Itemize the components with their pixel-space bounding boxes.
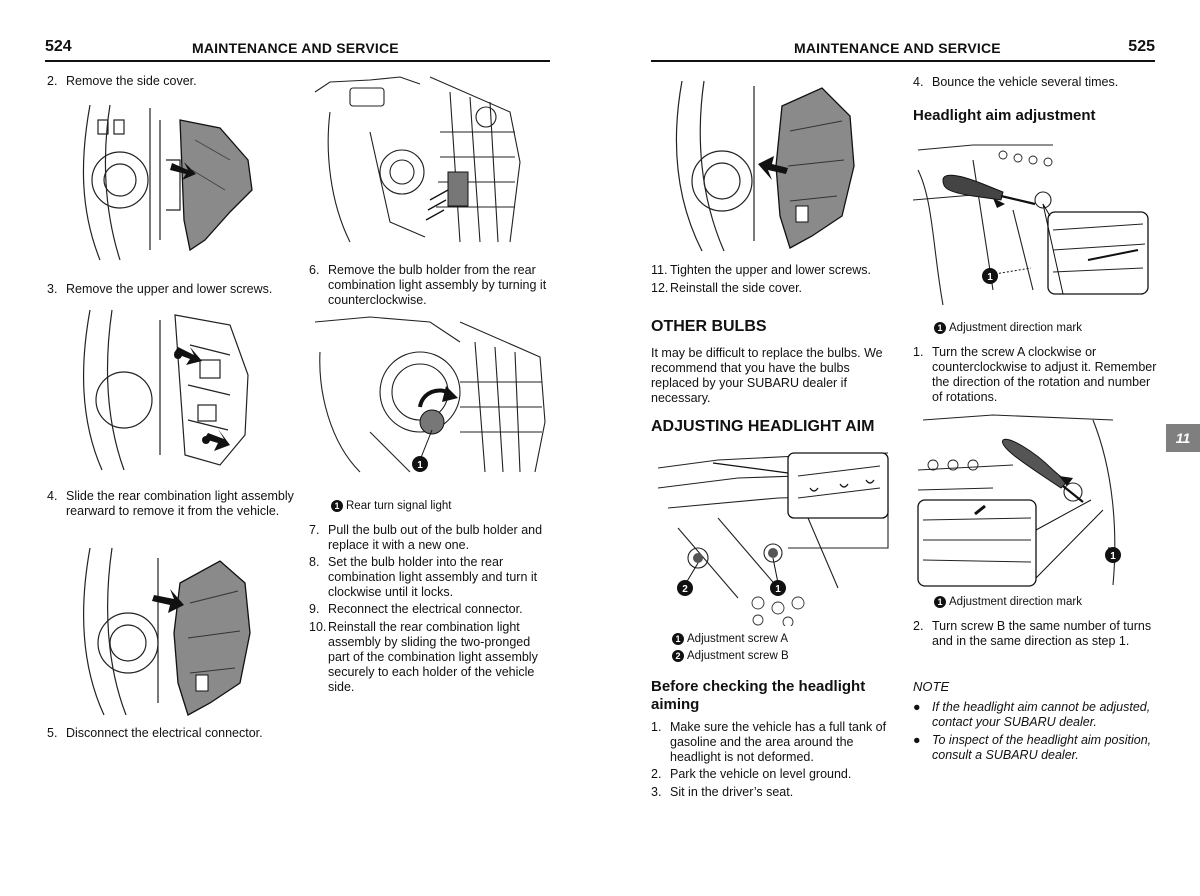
callout-badge-1: 1 (987, 272, 993, 283)
right-header-title: MAINTENANCE AND SERVICE (794, 40, 1001, 56)
step-6: 6. Remove the bulb holder from the rear combination light assembly by turning it counterclockwise. (309, 263, 547, 307)
right-page-number: 525 (1128, 38, 1155, 55)
left-page-number: 524 (45, 38, 72, 55)
before-step-2: 2. Park the vehicle on level ground. (651, 767, 852, 781)
step-5: 5. Disconnect the electrical connector. (47, 726, 263, 740)
numbered-circle-icon: 2 (672, 650, 684, 662)
numbered-circle-icon: 1 (331, 500, 343, 512)
note-bullet-2: ● To inspect of the headlight aim position, consult a SUBARU dealer. (913, 733, 1152, 762)
aim-step-2: 2. Turn screw B the same number of turns and in the same direction as step 1. (913, 619, 1152, 648)
illustration-bulb-holder (310, 312, 550, 477)
right-page-header (651, 38, 1155, 62)
filled-dot-icon: ● (913, 700, 921, 714)
callout-badge-1: 1 (1110, 551, 1116, 562)
step-10: 10. Reinstall the rear combination light assembly by sliding the two-pronged part of the combination light assembly securely to each holder of the vehicle side. (309, 620, 538, 694)
illustration-reinstall-light (672, 76, 862, 256)
numbered-circle-icon: 1 (672, 633, 684, 645)
illustration-remove-screws (80, 305, 260, 475)
illustration-slide-combination-light (80, 543, 260, 718)
step-4: 4. Slide the rear combination light assembly rearward to remove it from the vehicle. (47, 489, 294, 518)
caption-rear-turn-signal: 1 Rear turn signal light (331, 500, 451, 512)
before-step-1: 1. Make sure the vehicle has a full tank of gasoline and the area around the headlight is not deformed. (651, 720, 887, 764)
illustration-remove-side-cover (80, 100, 260, 265)
before-step-3: 3. Sit in the driver’s seat. (651, 785, 794, 799)
callout-badge-2: 2 (682, 584, 688, 595)
filled-dot-icon: ● (913, 733, 921, 747)
caption-adjustment-screw-b: 2 Adjustment screw B (672, 650, 789, 662)
other-bulbs-text: It may be difficult to replace the bulbs. We recommend that you have the bulbs replaced by your SUBARU dealer if necessary. (651, 346, 883, 405)
step-8: 8. Set the bulb holder into the rear combination light assembly and turn it clockwise until it locks. (309, 555, 538, 599)
heading-before-checking: Before checking the headlight aiming (651, 678, 866, 713)
step-9: 9. Reconnect the electrical connector. (309, 602, 523, 616)
illustration-adjustment-screws (658, 448, 893, 626)
left-header-title: MAINTENANCE AND SERVICE (192, 40, 399, 56)
caption-adjustment-direction-mark-1: 1 Adjustment direction mark (934, 322, 1082, 334)
numbered-circle-icon: 1 (934, 596, 946, 608)
callout-badge-1: 1 (417, 460, 423, 471)
step-12: 12. Reinstall the side cover. (651, 281, 803, 295)
heading-adjusting-headlight-aim: ADJUSTING HEADLIGHT AIM (651, 418, 875, 435)
illustration-screw-b-screwdriver (913, 410, 1153, 590)
illustration-disconnect-connector (310, 72, 525, 252)
caption-adjustment-direction-mark-2: 1 Adjustment direction mark (934, 596, 1082, 608)
step-3: 3. Remove the upper and lower screws. (47, 282, 273, 296)
chapter-tab[interactable]: 11 (1166, 424, 1200, 452)
step-4-bounce: 4. Bounce the vehicle several times. (913, 75, 1119, 89)
heading-headlight-aim-adjustment: Headlight aim adjustment (913, 107, 1096, 124)
caption-adjustment-screw-a: 1 Adjustment screw A (672, 633, 788, 645)
step-11: 11. Tighten the upper and lower screws. (651, 263, 872, 277)
note-label: NOTE (913, 679, 950, 694)
note-bullet-1: ● If the headlight aim cannot be adjusted, contact your SUBARU dealer. (913, 700, 1151, 729)
illustration-screw-a-screwdriver (913, 140, 1153, 310)
heading-other-bulbs: OTHER BULBS (651, 318, 767, 335)
left-page-header (45, 38, 550, 62)
step-2: 2. Remove the side cover. (47, 74, 197, 88)
step-7: 7. Pull the bulb out of the bulb holder and replace it with a new one. (309, 523, 543, 552)
callout-badge-1: 1 (775, 584, 781, 595)
numbered-circle-icon: 1 (934, 322, 946, 334)
aim-step-1: 1. Turn the screw A clockwise or counterclockwise to adjust it. Remember the direction of the rotation and number of rotations. (913, 345, 1157, 404)
